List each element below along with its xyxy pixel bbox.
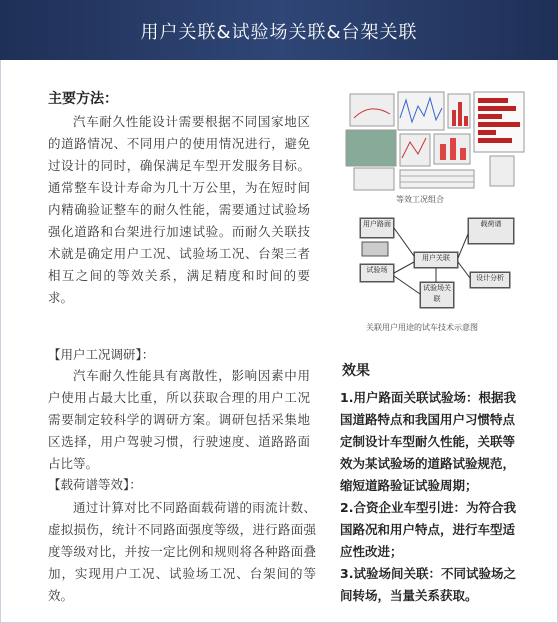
thumb-car-model: [350, 94, 394, 126]
main-heading: 主要方法：: [48, 91, 118, 107]
result-item-2: 2.合资企业车型引进：为符合我国路况和用户特点，进行车型适应性改进；: [340, 500, 516, 559]
arrow-1: [394, 228, 414, 256]
figure: [340, 88, 530, 338]
result-item-1: 1.用户路面关联试验场：根据我国道路特点和我国用户习惯特点定制设计车型耐久性能，关联等效为某试验场的道路试验规范，缩短道路验证试验周期；: [340, 390, 516, 493]
result-item-3: 3.试验场间关联：不同试验场之间转场，当量关系获取。: [340, 566, 516, 603]
intro-paragraph: 汽车耐久性能设计需要根据不同国家地区的道路情况、不同用户的使用情况进行，避免过设计的同时，确保满足车型开发服务目标。通常整车设计寿命为几十万公里，为在短时间内精确验证整车的耐久性能，需要通过试验场强化道路和台架进行加速试验。而耐久关联技术就是确定用户工况、试验场工况、台架三者相互之间的等效关系，满足精度和时间的要求。: [48, 114, 310, 305]
label-user-road: 用户路面: [360, 218, 394, 238]
section-title-user-survey: 【用户工况调研】：: [48, 347, 155, 362]
figure-caption-bottom: 关联用户用途的试车技术示意图: [366, 323, 478, 332]
label-proving-ground-correlation: 试验场关联: [420, 282, 454, 308]
arrow-6: [394, 276, 420, 294]
section-body-load-equivalence: 通过计算对比不同路面载荷谱的雨流计数、虚拟损伤，统计不同路面强度等级，进行路面强度等级对比，并按一定比例和规则将各种路面叠加，实现用户工况、试验场工况、台架间的等效。: [48, 500, 316, 603]
header-banner: [0, 0, 558, 60]
label-load-spectrum: 载荷谱: [468, 218, 514, 244]
arrow-3: [458, 234, 468, 258]
section-body-user-survey: 汽车耐久性能具有离散性，影响因素中用户使用占最大比重，所以获取合理的用户工况需要制定较科学的调研方案。调研包括采集地区选择，用户驾驶习惯，行驶速度、道路路面占比等。: [48, 368, 310, 471]
results-heading: 效果: [342, 363, 370, 379]
thumb-stack: [490, 156, 514, 186]
thumb-road-photo: [346, 130, 396, 166]
arrow-4: [458, 262, 470, 278]
arrow-2: [394, 262, 414, 273]
section-title-load-equivalence: 【载荷谱等效】：: [48, 477, 142, 492]
label-design-analysis: 设计分析: [470, 272, 510, 288]
figure-caption-top: 等效工况组合: [396, 195, 444, 204]
thumb-map: [354, 168, 394, 190]
label-user-correlation: 用户关联: [414, 252, 458, 268]
page-title: 用户关联&试验场关联&台架关联: [140, 22, 418, 43]
thumb-table: [400, 170, 474, 188]
label-proving-ground: 试验场: [360, 264, 394, 282]
